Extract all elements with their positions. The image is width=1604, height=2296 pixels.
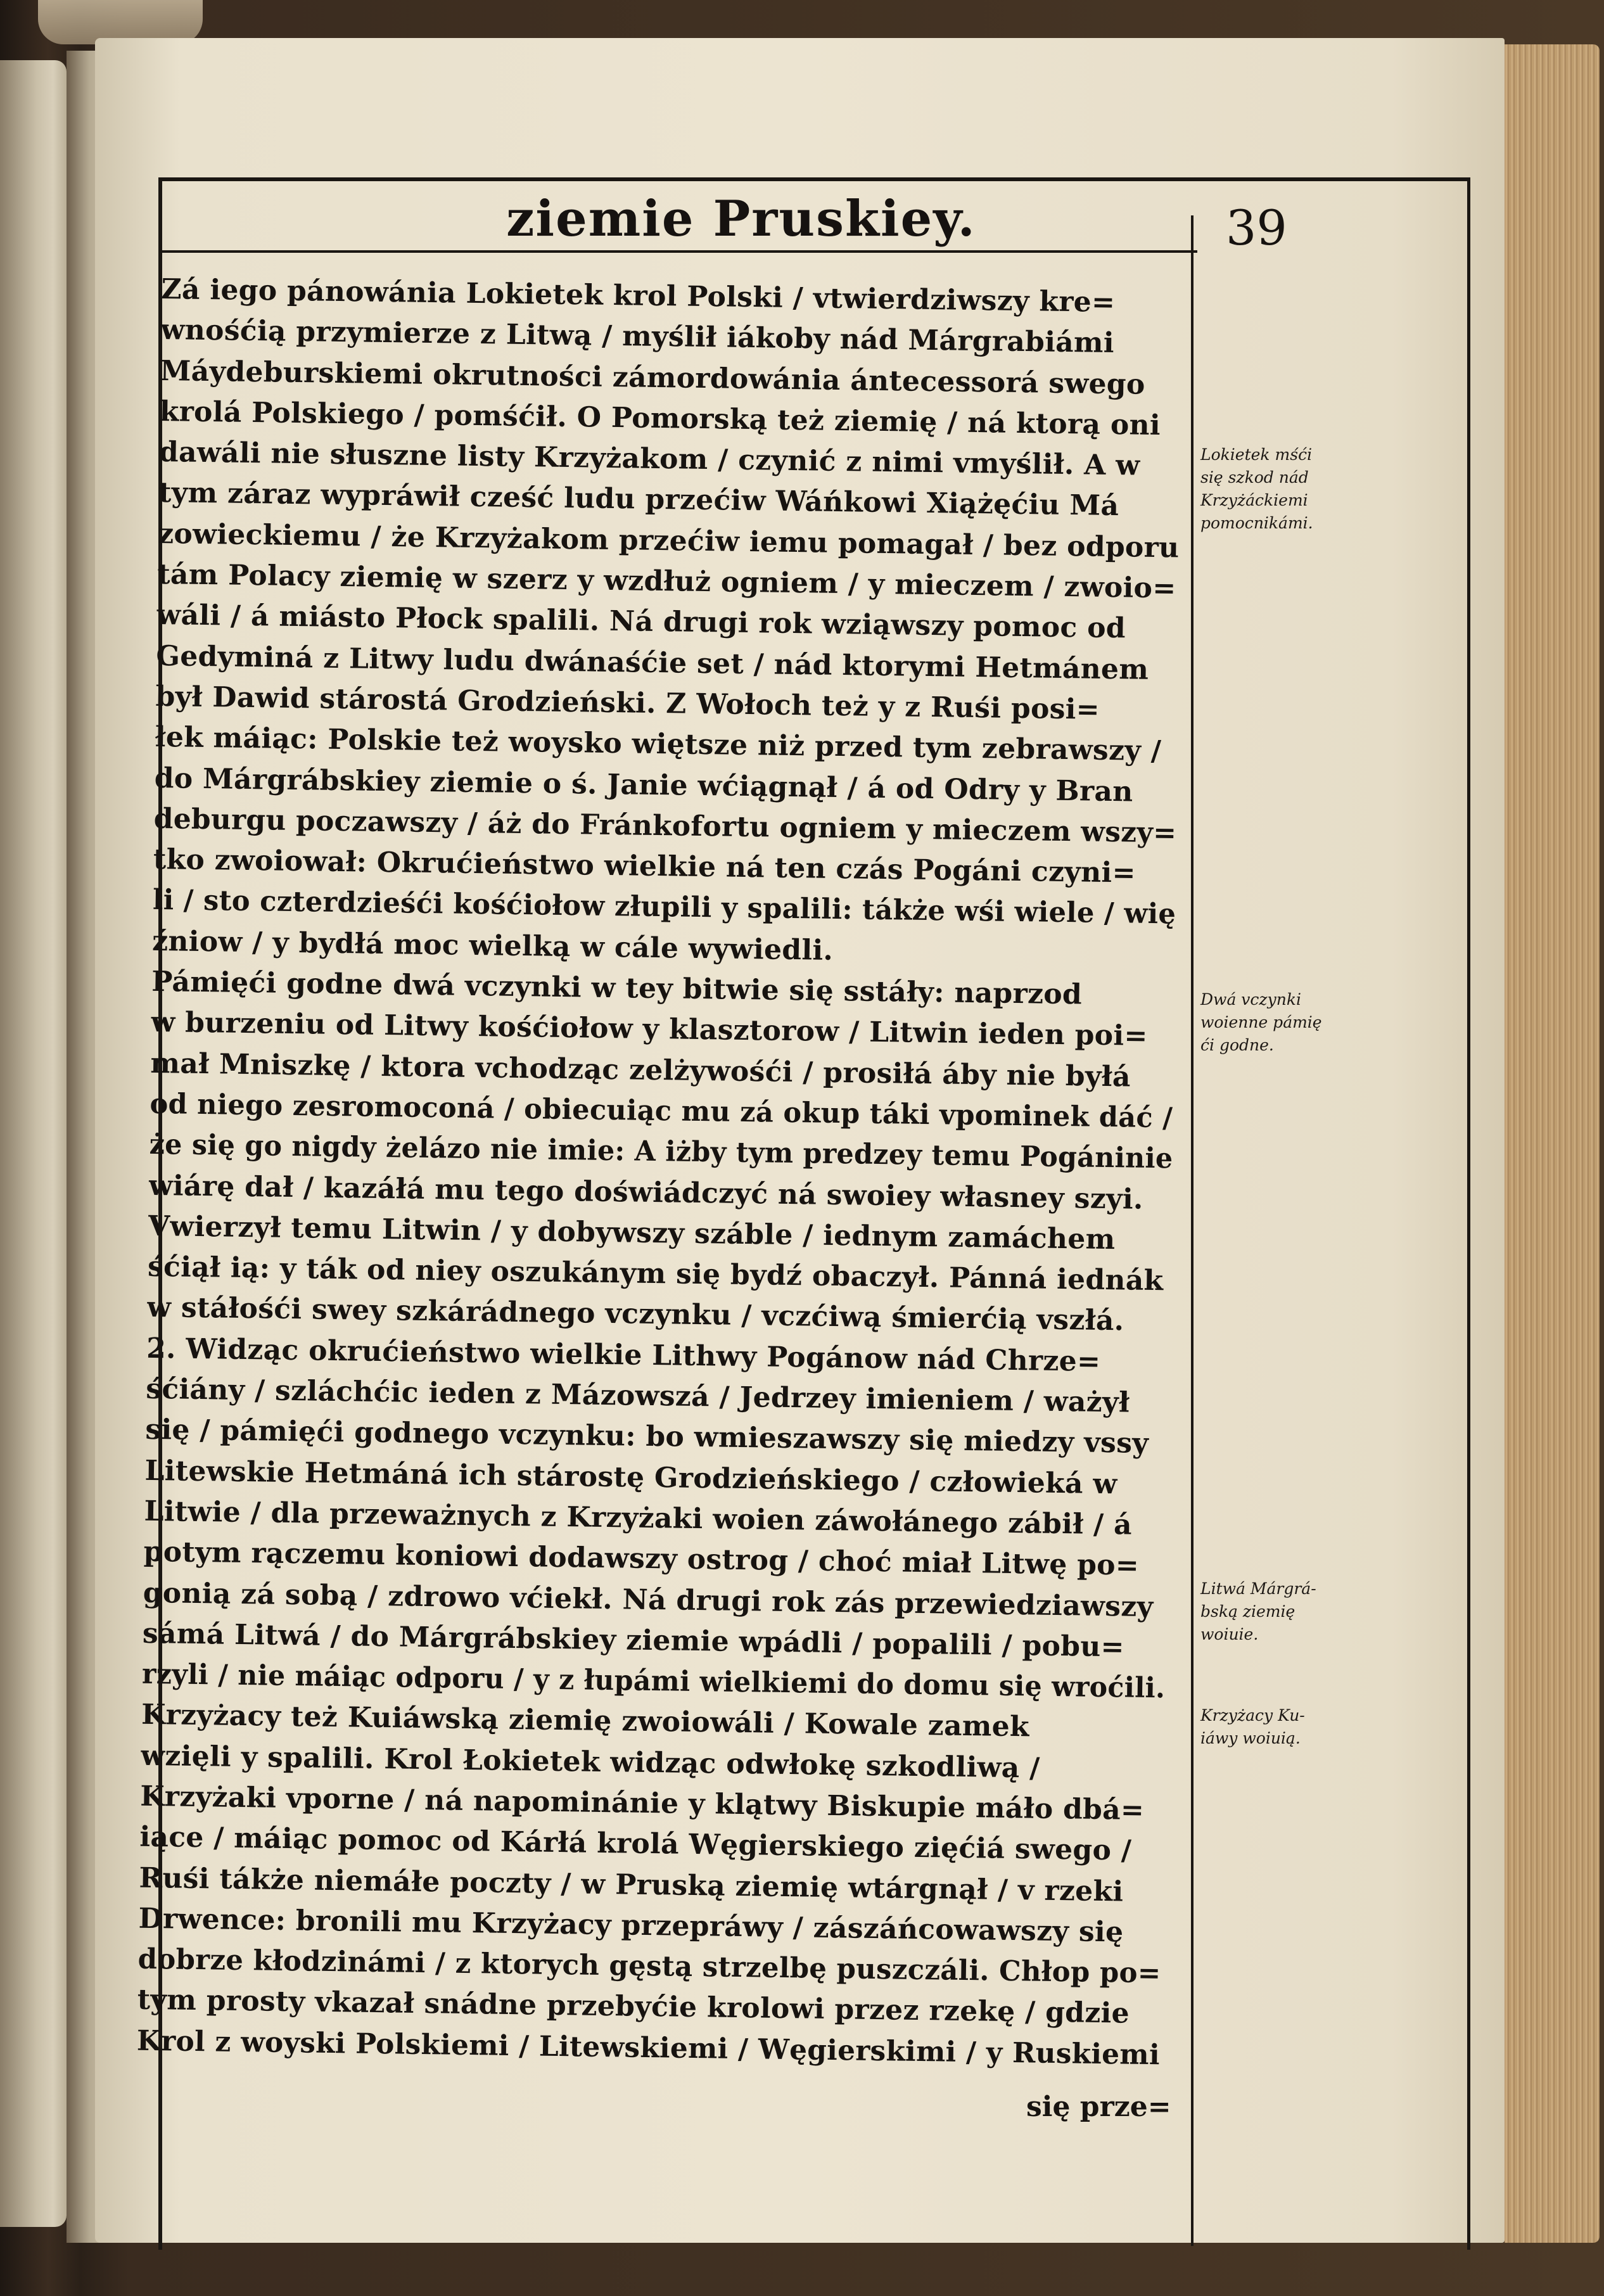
margin-note-line: bską ziemię <box>1200 1602 1295 1621</box>
body-line: mał Mniszkę / ktora vchodząc zelżywośći / prosiłá áby nie byłá <box>150 1047 1131 1094</box>
body-line: do Márgrábskiey ziemie o ś. Janie wćiągnął / á od Odry y Bran <box>154 762 1133 808</box>
body-line: Krzyżacy też Kuiáwską ziemię zwoiowáli / Kowale zamek <box>141 1699 1030 1744</box>
body-line: że się go nigdy żelázo nie imie: A iżby tym predzey temu Pogáninie <box>149 1128 1173 1175</box>
margin-note-line: się szkod nád <box>1200 468 1309 487</box>
body-line: Drwence: bronili mu Krzyżacy przepráwy / zászáńcowawszy się <box>138 1902 1124 1949</box>
margin-note-line: Krzyżacy Ku- <box>1200 1706 1305 1725</box>
body-line: od niego zesromoconá / obiecuiąc mu zá okup táki vpominek dáć / <box>150 1087 1173 1135</box>
body-line: wáli / á miásto Płock spalili. Ná drugi rok wziąwszy pomoc od <box>156 599 1126 645</box>
body-line: był Dawid stárostá Grodzieński. Z Wołoch też y z Ruśi posi= <box>155 680 1100 726</box>
body-line: łek máiąc: Polskie też woysko więtsze niż przed tym zebrawszy / <box>155 721 1162 768</box>
body-line: 2. Widząc okrućieństwo wielkie Lithwy Pogánow nád Chrze= <box>146 1332 1101 1378</box>
margin-note-line: pomocnikámi. <box>1200 514 1313 532</box>
body-line: wzięli y spalili. Krol Łokietek widząc odwłokę szkodliwą / <box>140 1739 1040 1785</box>
body-line: rzyli / nie máiąc odporu / y z łupámi wielkiemi do domu się wroćili. <box>141 1657 1166 1705</box>
body-line: gonią zá sobą / zdrowo vćiekł. Ná drugi rok zás przewiedziawszy <box>143 1576 1154 1623</box>
body-line: śćiął ią: y ták od niey oszukánym się bydź obaczył. Pánná iednák <box>147 1250 1164 1298</box>
margin-note-2 <box>1200 988 1372 1057</box>
body-line: Gedyminá z Litwy ludu dwánaśćie set / nád ktorymi Hetmánem <box>156 639 1149 686</box>
body-line: iące / máiąc pomoc od Kárłá krolá Węgierskiego zięćiá swego / <box>139 1821 1132 1867</box>
body-line: krolá Polskiego / pomśćił. O Pomorską też ziemię / ná ktorą oni <box>159 395 1161 442</box>
margin-note-line: woienne pámię <box>1200 1013 1322 1031</box>
body-line: tym záraz wypráwił cześć ludu przećiw Wáńkowi Xiążęćiu Má <box>158 476 1119 523</box>
body-line: dobrze kłodzinámi / z ktorych gęstą strzelbę puszczáli. Chłop po= <box>137 1942 1161 1990</box>
body-line: Krzyżaki vporne / ná napominánie y klątwy Biskupie máło dbá= <box>139 1780 1145 1827</box>
header-rule <box>158 250 1197 253</box>
body-line: dawáli nie słuszne listy Krzyżakom / czynić z nimi vmyślił. A w <box>158 436 1140 482</box>
page-number: 39 <box>1226 200 1287 256</box>
body-line: Litewskie Hetmáná ich stárostę Grodzieńskiego / człowieká w <box>144 1454 1117 1500</box>
margin-note-3 <box>1200 1578 1372 1646</box>
body-line: sámá Litwá / do Márgrábskiey ziemie wpádli / popalili / pobu= <box>142 1617 1125 1664</box>
left-page-leaf <box>0 60 67 2227</box>
body-line: tko zwoiował: Okrućieństwo wielkie ná ten czás Pogáni czyni= <box>153 843 1136 890</box>
body-text <box>137 269 1191 2076</box>
margin-note-line: ći godne. <box>1200 1036 1274 1054</box>
body-line: Ruśi tákże niemáłe poczty / w Pruską ziemię wtárgnął / v rzeki <box>139 1861 1124 1908</box>
margin-note-line: Dwá vczynki <box>1200 990 1301 1009</box>
body-line: tym prosty vkazał snádne przebyćie krolowi przez rzekę / gdzie <box>137 1984 1130 2031</box>
body-line: się / pámięći godnego vczynku: bo wmieszawszy się miedzy vssy <box>145 1413 1149 1460</box>
body-line: Litwie / dla przeważnych z Krzyżaki woien záwołánego zábił / á <box>144 1495 1133 1541</box>
margin-note-line: Litwá Márgrá- <box>1200 1579 1316 1598</box>
body-line: li / sto czterdzieśći kośćiołow złupili y spalili: tákże wśi wiele / wię <box>152 884 1176 931</box>
body-line: Krol z woyski Polskiemi / Litewskiemi / Węgierskimi / y Ruskiemi <box>136 2024 1161 2072</box>
body-line: Vwierzył temu Litwin / y dobywszy száble / iednym zamáchem <box>148 1209 1116 1256</box>
body-line: Pámięći godne dwá vczynki w tey bitwie się sstáły: naprzod <box>151 965 1083 1011</box>
body-line: Máydeburskiemi okrutności zámordowánia ántecessorá swego <box>160 354 1145 401</box>
body-line: deburgu poczawszy / áż do Fránkofortu ogniem y mieczem wszy= <box>153 802 1177 850</box>
body-line: śćiány / szláchćic ieden z Mázowszá / Jedrzey imieniem / ważył <box>145 1372 1130 1419</box>
body-line: w stáłośći swey szkárádnego vczynku / vczćiwą śmierćią vszłá. <box>146 1291 1124 1337</box>
body-line: źniow / y bydłá moc wielką w cále wywiedli. <box>151 924 834 967</box>
body-line: wiárę dał / kazáłá mu tego doświádczyć ná swoiey własney szyi. <box>148 1169 1143 1216</box>
body-line: wnośćią przymierze z Litwą / myślił iákoby nád Márgrabiámi <box>160 314 1115 360</box>
body-line: w burzeniu od Litwy kośćiołow y klasztorow / Litwin ieden poi= <box>151 1006 1148 1053</box>
body-line: zowieckiemu / że Krzyżakom przećiw iemu pomagał / bez odporu <box>157 517 1180 564</box>
margin-note-1 <box>1200 443 1372 535</box>
margin-note-line: Krzyżáckiemi <box>1200 491 1308 509</box>
margin-note-line: Lokietek mśći <box>1200 445 1313 464</box>
body-line: potym rączemu koniowi dodawszy ostrog / choć miał Litwę po= <box>143 1536 1140 1582</box>
body-line: tám Polacy ziemię w szerz y wzdłuż ogniem / y mieczem / zwoio= <box>156 558 1176 605</box>
catchword: się prze= <box>1026 2091 1171 2123</box>
margin-note-line: iáwy woiuią. <box>1200 1729 1301 1747</box>
page-fore-edge <box>1505 44 1600 2243</box>
running-title: ziemie Pruskiey. <box>506 190 976 248</box>
margin-note-line: woiuie. <box>1200 1625 1259 1643</box>
margin-column-rule <box>1191 215 1193 2246</box>
body-line: Zá iego pánowánia Lokietek krol Polski / vtwierdziwszy kre= <box>161 272 1116 319</box>
margin-note-4 <box>1200 1704 1372 1750</box>
